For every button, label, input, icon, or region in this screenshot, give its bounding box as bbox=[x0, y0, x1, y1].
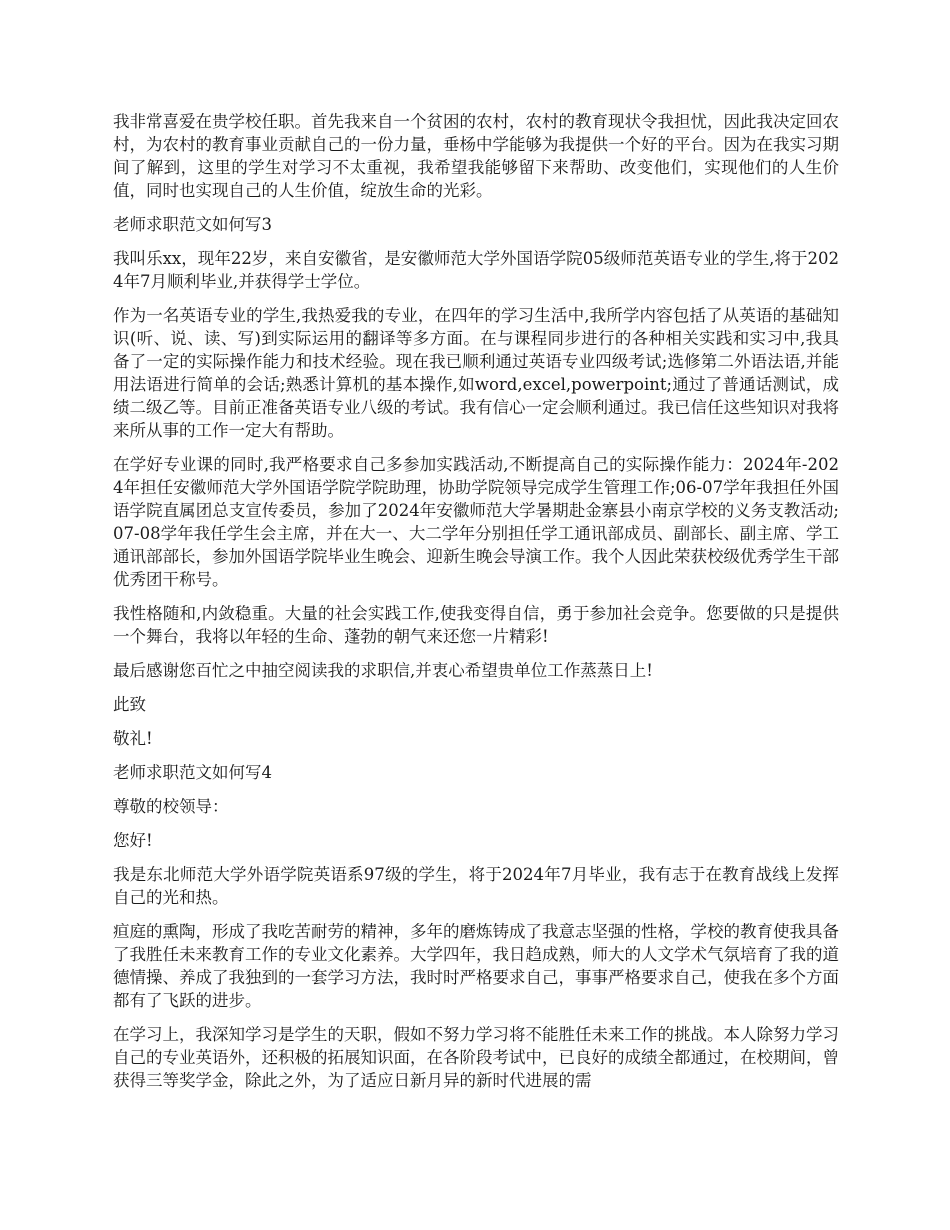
paragraph-major-skills: 作为一名英语专业的学生,我热爱我的专业，在四年的学习生活中,我所学内容包括了从英语的基础知识(听、说、读、写)到实际运用的翻译等多方面。在与课程同步进行的各种相关实践和实习中,我具备了一定的实际操作能力和技术经验。现在我已顺利通过英语专业四级考试;选修第二外语法语,并能用法语进行简单的会话;熟悉计算机的基本操作,如word,excel,powerpoint;通过了普通话测试，成绩二级乙等。目前正准备英语专业八级的考试。我有信心一定会顺利通过。我已信任这些知识对我将来所从事的工作一定大有帮助。 bbox=[113, 306, 839, 440]
document-body bbox=[113, 110, 839, 1103]
paragraph-self-intro: 我叫乐xx，现年22岁，来自安徽省，是安徽师范大学外国语学院05级师范英语专业的学生,将于2024年7月顺利毕业,并获得学士学位。 bbox=[113, 249, 839, 291]
paragraph-student-intro: 我是东北师范大学外语学院英语系97级的学生，将于2024年7月毕业，我有志于在教育战线上发挥自己的光和热。 bbox=[113, 865, 839, 907]
paragraph-practice-activities: 在学好专业课的同时,我严格要求自己多参加实践活动,不断提高自己的实际操作能力：2024年-2024年担任安徽师范大学外国语学院学院助理，协助学院领导完成学生管理工作;06-07学年我担任外国语学院直属团总支宣传委员，参加了2024年安徽师范大学暑期赴金寨县小南京学校的义务支教活动;07-08学年我任学生会主席，并在大一、大二学年分别担任学工通讯部成员、副部长、副主席、学工通讯部部长，参加外国语学院毕业生晚会、迎新生晚会导演工作。我个人因此荣获校级优秀学生干部 优秀团干称号。 bbox=[113, 455, 839, 589]
closing-salutation: 此致 bbox=[113, 695, 146, 714]
paragraph-study: 在学习上，我深知学习是学生的天职，假如不努力学习将不能胜任未来工作的挑战。本人除努力学习自己的专业英语外，还积极的拓展知识面，在各阶段考试中，已良好的成绩全都通过，在校期间，曾获得三等奖学金，除此之外，为了适应日新月异的新时代进展的需 bbox=[113, 1025, 839, 1090]
closing-regards: 敬礼! bbox=[113, 729, 153, 748]
paragraph-upbringing: 疸庭的熏陶，形成了我吃苦耐劳的精神，多年的磨炼铸成了我意志坚强的性格，学校的教育使我具备了我胜任未来教育工作的专业文化素养。大学四年，我日趋成熟，师大的人文学术气氛培育了我的道德情操、养成了我独到的一套学习方法，我时时严格要求自己，事事严格要求自己，使我在多个方面都有了飞跃的进步。 bbox=[113, 922, 839, 1010]
section-heading-3: 老师求职范文如何写3 bbox=[113, 215, 272, 234]
paragraph-thanks: 最后感谢您百忙之中抽空阅读我的求职信,并衷心希望贵单位工作蒸蒸日上! bbox=[113, 661, 653, 680]
section-heading-4: 老师求职范文如何写4 bbox=[113, 763, 272, 782]
paragraph-personality: 我性格随和,内敛稳重。大量的社会实践工作,使我变得自信，勇于参加社会竞争。您要做的只是提供一个舞台，我将以年轻的生命、蓬勃的朝气来还您一片精彩! bbox=[113, 604, 839, 646]
letter-hello: 您好! bbox=[113, 831, 153, 850]
letter-greeting: 尊敬的校领导： bbox=[113, 797, 229, 816]
paragraph-motivation: 我非常喜爱在贵学校任职。首先我来自一个贫困的农村，农村的教育现状令我担忧，因此我决定回农村，为农村的教育事业贡献自己的一份力量，垂杨中学能够为我提供一个好的平台。因为在我实习期间了解到，这里的学生对学习不太重视，我希望我能够留下来帮助、改变他们，实现他们的人生价值，同时也实现自己的人生价值，绽放生命的光彩。 bbox=[113, 112, 839, 200]
